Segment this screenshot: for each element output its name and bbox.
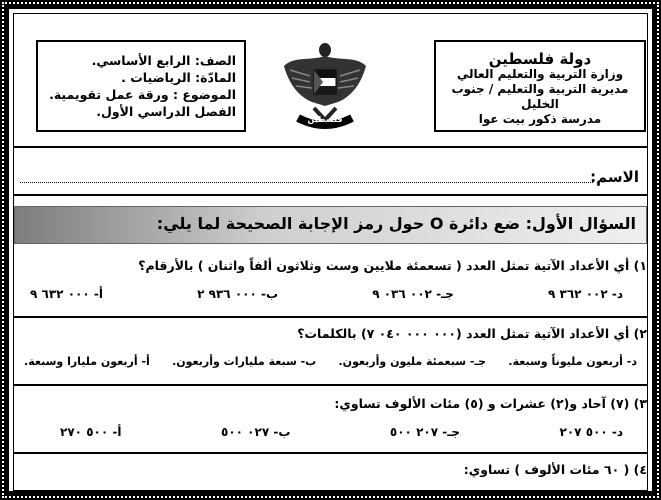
section-title-bar [14, 206, 647, 244]
question-text: ٢) أي الأعداد الآتية تمثل العدد (٠٠٠ ٠٠٠ ٠٤٠ ٧) بالكلمات؟ [297, 326, 647, 341]
choice-b[interactable]: ب- سبعة مليارات وأربعون. [172, 355, 317, 368]
choice-b[interactable]: ب- ٠٠٠ ٩٣٦ ٢ [197, 287, 279, 301]
choice-c[interactable]: جـ- ٢٠٧ ٥٠٠ [389, 425, 460, 439]
choice-b[interactable]: ب- ٠٢٧ ٥٠٠ [221, 425, 291, 439]
choice-a[interactable]: أ- ٠٠٠ ٦٣٢ ٩ [30, 287, 103, 301]
question-1 [14, 258, 647, 301]
section-title: السؤال الأول: ضع دائرة O حول رمز الإجابة الصحيحة لما يلي: [156, 214, 636, 233]
question-text: ٣) (٧) آحاد و(٢) عشرات و (٥) مئات الألوف تساوي: [334, 396, 647, 411]
choices [14, 287, 647, 301]
directorate-name: مديرية التربية والتعليم / جنوب الخليل [451, 82, 629, 111]
choice-d[interactable]: د- ٠٠٢ ٣٦٢ ٩ [548, 287, 623, 301]
question-3 [14, 396, 647, 439]
choice-d[interactable]: د- أربعون مليوناً وسبعة. [508, 355, 637, 368]
question-2 [14, 326, 647, 368]
question-4 [14, 462, 647, 477]
choice-a[interactable]: أ- ٥٠٠ ٢٧٠ [60, 425, 122, 439]
header-ministry-box [434, 40, 646, 132]
header-class-box [36, 40, 246, 132]
choices [14, 355, 647, 368]
divider [13, 194, 648, 197]
ministry-name: وزارة التربية والتعليم العالي [456, 67, 624, 81]
emblem-caption: فلسطين [307, 115, 343, 124]
choice-c[interactable]: جـ- سبعمئة مليون وأربعون. [338, 355, 487, 368]
student-name-label: الاسم: [590, 168, 639, 186]
divider [13, 384, 648, 387]
divider [13, 316, 648, 319]
question-text: ٤) ( ٦٠ مئات الألوف ) تساوي: [463, 462, 647, 477]
choice-d[interactable]: د- ٥٠٠ ٢٠٧ [559, 425, 623, 439]
term-label: الفصل الدراسي الأول. [96, 104, 236, 119]
school-name: مدرسة ذكور بيت عوا [478, 112, 602, 126]
subject-label: المادّة: الرياضيات . [121, 70, 236, 85]
palestine-emblem [280, 36, 370, 136]
divider [13, 452, 648, 455]
choice-a[interactable]: أ- أربعون مليارا وسبعة. [24, 355, 150, 368]
topic-label: الموضوع : ورقة عمل تقويمية. [49, 87, 236, 102]
question-text: ١) أي الأعداد الآتية تمثل العدد ( تسعمئة ملايين وست وثلاثون ألفاً واثنان ) بالأرقام؟ [138, 258, 647, 273]
student-name-field[interactable] [20, 182, 593, 183]
choice-c[interactable]: جـ- ٠٠٢ ٠٣٦ ٩ [372, 287, 454, 301]
grade-label: الصف: الرابع الأساسي. [91, 53, 236, 68]
country-name: دولة فلسطين [488, 50, 592, 68]
choices [14, 425, 647, 439]
divider [13, 146, 648, 149]
